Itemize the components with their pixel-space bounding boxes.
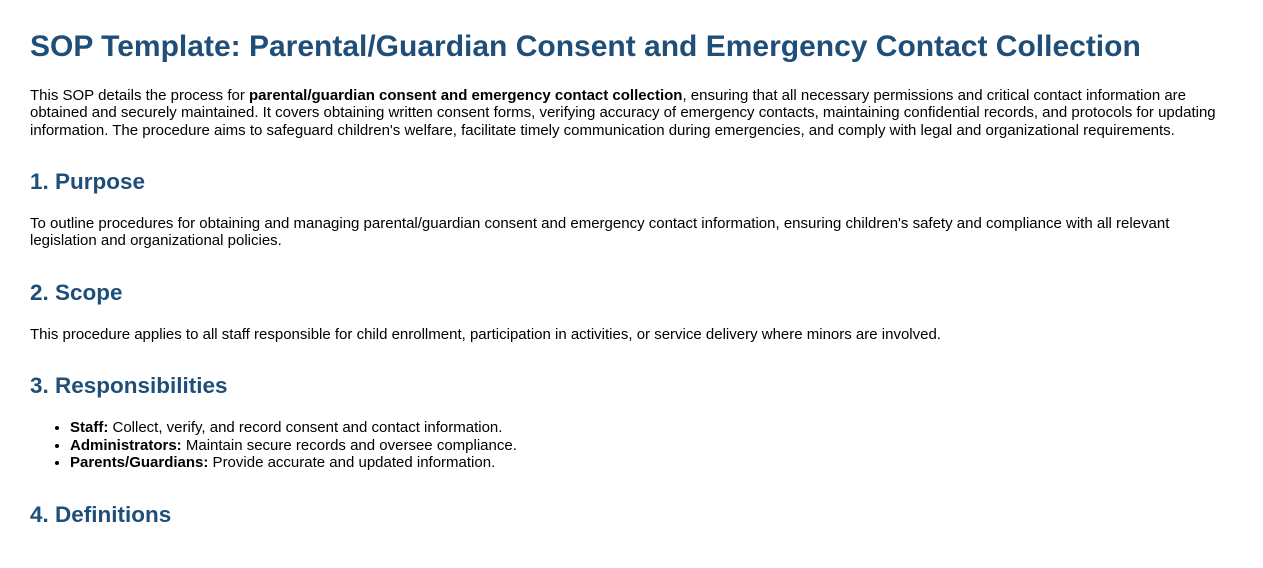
section-heading-definitions: 4. Definitions (30, 501, 172, 527)
list-item-label: Administrators: (70, 436, 182, 454)
section-heading-purpose: 1. Purpose (30, 169, 146, 194)
list-item-text: Collect, verify, and record consent and contact information. (108, 419, 503, 437)
responsibilities-list (30, 419, 1233, 472)
section-body-purpose: To outline procedures for obtaining and managing parental/guardian consent and emergency contact information, ensuring children's safety and compliance with all relevant legislation and organizational policies. (30, 214, 1170, 250)
list-item (70, 437, 1233, 455)
intro-paragraph (30, 87, 1233, 140)
page-title: SOP Template: Parental/Guardian Consent and Emergency Contact Collection (30, 30, 1141, 63)
list-item-label: Parents/Guardians: (70, 454, 209, 472)
section-body-scope: This procedure applies to all staff responsible for child enrollment, participation in activities, or service delivery where minors are involved. (30, 325, 941, 343)
section-heading-responsibilities: 3. Responsibilities (30, 373, 228, 399)
list-item-label: Staff: (70, 419, 109, 437)
section-heading-scope: 2. Scope (30, 279, 123, 305)
intro-bold-phrase: parental/guardian consent and emergency contact collection (249, 86, 683, 104)
list-item (70, 454, 1233, 472)
intro-text-prefix: This SOP details the process for (30, 86, 249, 104)
intro-text-suffix: , ensuring that all necessary permissions and critical contact information are obtained and securely maintained. It covers obtaining written consent forms, verifying accuracy of emergency contacts, maintaining confidential records, and protocols for updating information. The procedure aims to safeguard children's welfare, facilitate timely communication during emergencies, and comply with legal and organizational requirements. (30, 86, 1216, 139)
list-item-text: Provide accurate and updated information. (208, 454, 496, 472)
list-item-text: Maintain secure records and oversee compliance. (181, 436, 517, 454)
list-item (70, 419, 1233, 437)
